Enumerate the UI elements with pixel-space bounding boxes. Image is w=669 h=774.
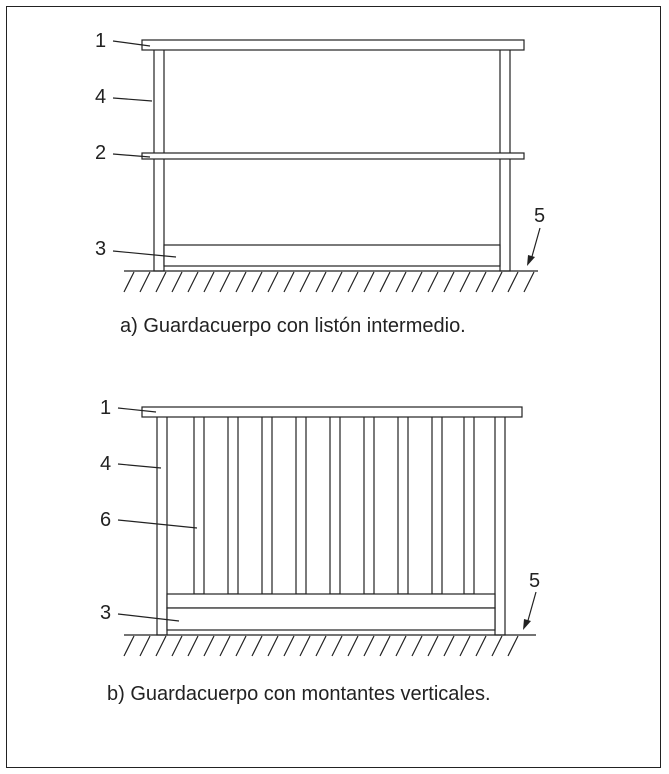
baluster bbox=[194, 416, 204, 594]
hatch-stroke bbox=[300, 272, 310, 292]
hatch-stroke bbox=[236, 272, 246, 292]
hatch-stroke bbox=[492, 272, 502, 292]
hatch-stroke bbox=[364, 272, 374, 292]
hatch-stroke bbox=[476, 636, 486, 656]
hatch-stroke bbox=[252, 272, 262, 292]
hatch-stroke bbox=[124, 272, 134, 292]
leader-4-b bbox=[118, 464, 161, 468]
hatch-stroke bbox=[444, 636, 454, 656]
hatch-stroke bbox=[172, 272, 182, 292]
hatch-stroke bbox=[188, 272, 198, 292]
hatch-stroke bbox=[188, 636, 198, 656]
hatch-stroke bbox=[284, 272, 294, 292]
post-left-b bbox=[157, 416, 167, 635]
diagram-a bbox=[95, 30, 545, 337]
hatch-stroke bbox=[204, 636, 214, 656]
arrow-5-a bbox=[527, 255, 535, 266]
ground-hatch-b bbox=[124, 636, 518, 656]
hatch-stroke bbox=[220, 272, 230, 292]
baluster bbox=[432, 416, 442, 594]
baluster bbox=[464, 416, 474, 594]
hatch-stroke bbox=[460, 272, 470, 292]
hatch-stroke bbox=[396, 636, 406, 656]
vertical-balusters-b bbox=[194, 416, 474, 594]
baluster bbox=[296, 416, 306, 594]
ground-hatch-a bbox=[124, 272, 534, 292]
hatch-stroke bbox=[412, 272, 422, 292]
hatch-stroke bbox=[156, 272, 166, 292]
label-4-b: 4 bbox=[100, 453, 112, 475]
hatch-stroke bbox=[316, 272, 326, 292]
hatch-stroke bbox=[380, 272, 390, 292]
hatch-stroke bbox=[492, 636, 502, 656]
baluster bbox=[262, 416, 272, 594]
hatch-stroke bbox=[348, 636, 358, 656]
hatch-stroke bbox=[380, 636, 390, 656]
leader-5-b bbox=[527, 592, 536, 624]
hatch-stroke bbox=[236, 636, 246, 656]
leader-5-a bbox=[531, 228, 540, 260]
post-right-b bbox=[495, 416, 505, 635]
arrow-5-b bbox=[523, 619, 531, 630]
hatch-stroke bbox=[396, 272, 406, 292]
hatch-stroke bbox=[364, 636, 374, 656]
post-left-a bbox=[154, 49, 164, 271]
diagram-b bbox=[100, 397, 540, 705]
hatch-stroke bbox=[428, 272, 438, 292]
hatch-stroke bbox=[124, 636, 134, 656]
hatch-stroke bbox=[428, 636, 438, 656]
hatch-stroke bbox=[508, 636, 518, 656]
hatch-stroke bbox=[204, 272, 214, 292]
hatch-stroke bbox=[172, 636, 182, 656]
hatch-stroke bbox=[284, 636, 294, 656]
hatch-stroke bbox=[220, 636, 230, 656]
toe-board-a bbox=[164, 245, 500, 266]
label-5-a: 5 bbox=[534, 205, 546, 227]
baluster bbox=[228, 416, 238, 594]
hatch-stroke bbox=[300, 636, 310, 656]
label-1-b: 1 bbox=[100, 397, 112, 419]
hatch-stroke bbox=[156, 636, 166, 656]
hatch-stroke bbox=[332, 272, 342, 292]
hatch-stroke bbox=[332, 636, 342, 656]
baluster bbox=[364, 416, 374, 594]
top-rail-b bbox=[142, 407, 522, 417]
hatch-stroke bbox=[252, 636, 262, 656]
toe-board-b bbox=[167, 608, 495, 630]
hatch-stroke bbox=[268, 636, 278, 656]
hatch-stroke bbox=[140, 272, 150, 292]
baluster bbox=[398, 416, 408, 594]
hatch-stroke bbox=[444, 272, 454, 292]
label-4-a: 4 bbox=[95, 86, 107, 108]
post-right-a bbox=[500, 49, 510, 271]
hatch-stroke bbox=[140, 636, 150, 656]
leader-4-a bbox=[113, 98, 152, 101]
label-3-a: 3 bbox=[95, 238, 107, 260]
hatch-stroke bbox=[524, 272, 534, 292]
label-5-b: 5 bbox=[529, 570, 541, 592]
hatch-stroke bbox=[508, 272, 518, 292]
hatch-stroke bbox=[348, 272, 358, 292]
bottom-rail-b bbox=[167, 594, 495, 608]
hatch-stroke bbox=[460, 636, 470, 656]
baluster bbox=[330, 416, 340, 594]
caption-b: b) Guardacuerpo con montantes verticales. bbox=[107, 683, 491, 705]
label-2-a: 2 bbox=[95, 142, 107, 164]
hatch-stroke bbox=[476, 272, 486, 292]
caption-a: a) Guardacuerpo con listón intermedio. bbox=[120, 315, 466, 337]
hatch-stroke bbox=[268, 272, 278, 292]
top-rail-a bbox=[142, 40, 524, 50]
label-1-a: 1 bbox=[95, 30, 107, 52]
hatch-stroke bbox=[316, 636, 326, 656]
label-3-b: 3 bbox=[100, 602, 112, 624]
mid-rail-a bbox=[142, 153, 524, 159]
label-6-b: 6 bbox=[100, 509, 112, 531]
hatch-stroke bbox=[412, 636, 422, 656]
